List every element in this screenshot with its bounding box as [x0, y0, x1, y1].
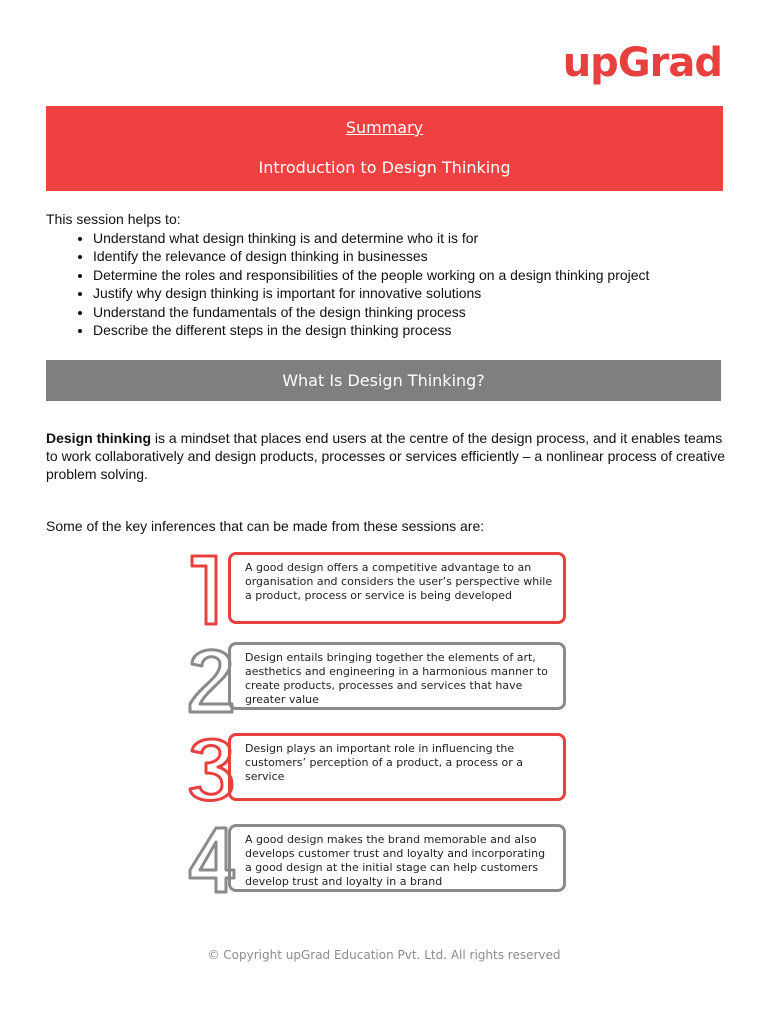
definition-term: Design thinking — [46, 430, 151, 446]
inference-text: Design entails bringing together the elements of art, aesthetics and engineering in a harmonious manner to create products, processes and services that have greater value — [245, 651, 548, 706]
session-objectives — [46, 210, 726, 340]
definition-text: is a mindset that places end users at the centre of the design process, and it enables teams to work collaboratively and design products, processes or services efficiently – a nonlinear process of creative problem solving. — [46, 430, 726, 482]
inference-text: A good design makes the brand memorable and also develops customer trust and loyalty and incorporating a good design at the initial stage can help customers develop trust and loyalty in a brand — [245, 833, 546, 888]
objectives-lead: This session helps to: — [46, 211, 181, 227]
summary-title: Introduction to Design Thinking — [258, 158, 511, 177]
list-item: • Justify why design thinking is important for innovative solutions — [93, 284, 726, 303]
copyright-footer: © Copyright upGrad Education Pvt. Ltd. All rights reserved — [207, 948, 561, 962]
list-item: • Determine the roles and responsibilities of the people working on a design thinking project — [93, 266, 726, 285]
definition-paragraph — [46, 429, 726, 483]
summary-label: Summary — [345, 118, 424, 137]
inference-box — [228, 824, 566, 892]
inference-box — [228, 642, 566, 710]
list-item: • Describe the different steps in the design thinking process — [93, 321, 726, 340]
inference-text: Design plays an important role in influencing the customers’ perception of a product, a process or a service — [245, 742, 524, 783]
section-heading: What Is Design Thinking? — [46, 360, 721, 401]
summary-banner — [46, 106, 723, 191]
upgrad-logo: upGrad — [562, 40, 722, 86]
inference-text: A good design offers a competitive advantage to an organisation and considers the user’s perspective while a product, process or service is being developed — [245, 561, 553, 602]
list-item: • Understand what design thinking is and determine who it is for — [93, 229, 726, 248]
inference-box — [228, 733, 566, 801]
list-item: • Identify the relevance of design thinking in businesses — [93, 247, 726, 266]
inferences-lead: Some of the key inferences that can be made from these sessions are: — [46, 518, 485, 534]
list-item: • Understand the fundamentals of the design thinking process — [93, 303, 726, 322]
objectives-list — [46, 229, 726, 340]
inference-box — [228, 552, 566, 624]
